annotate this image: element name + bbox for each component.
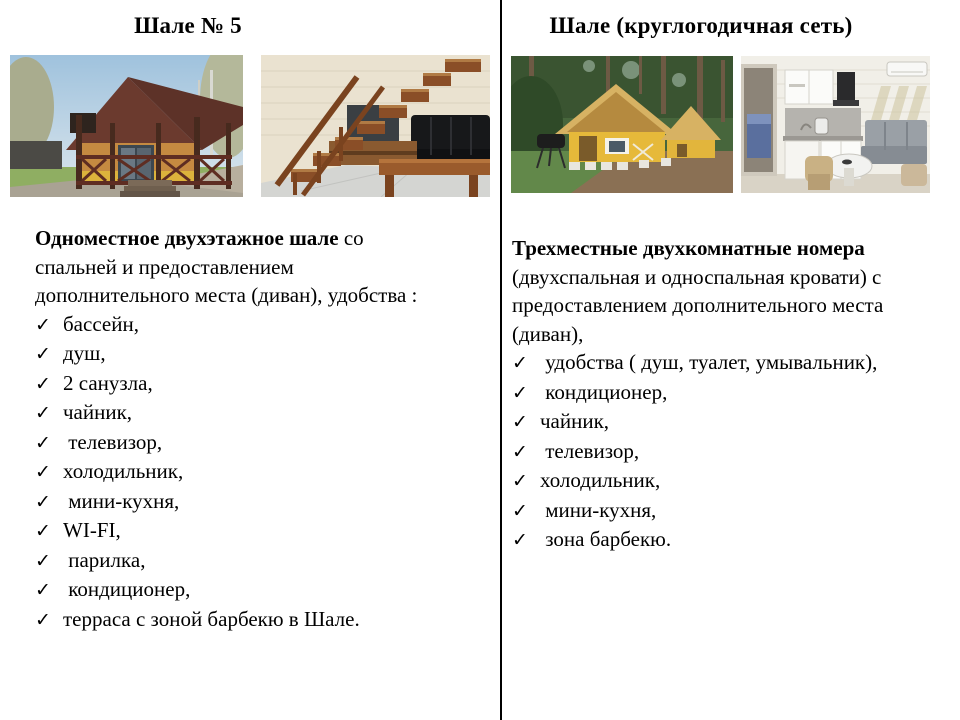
checkmark-icon: ✓ xyxy=(35,431,51,454)
list-item-label: мини-кухня, xyxy=(63,488,180,513)
list-item-label: удобства ( душ, туалет, умывальник), xyxy=(540,350,878,374)
right-description-rest: (двухспальная и односпальная кровати) с предоставлением дополнительного места (диван), xyxy=(512,236,889,346)
list-item xyxy=(512,525,956,555)
list-item xyxy=(35,398,439,428)
left-amenities-list xyxy=(35,310,439,635)
checkmark-icon: ✓ xyxy=(35,343,51,365)
right-description xyxy=(512,234,956,348)
chalet-interior-staircase-photo xyxy=(261,55,490,197)
list-item xyxy=(35,339,439,369)
right-description-block xyxy=(512,234,956,555)
list-item-label: бассейн, xyxy=(63,311,139,336)
list-item-label: чайник, xyxy=(540,409,610,433)
chalet-kitchen-lounge-photo xyxy=(741,56,930,193)
list-item-label: зона барбекю. xyxy=(540,527,672,551)
list-item xyxy=(512,466,956,496)
checkmark-icon: ✓ xyxy=(35,402,51,424)
checkmark-icon: ✓ xyxy=(512,411,528,433)
left-column-title: Шале № 5 xyxy=(134,13,242,38)
list-item-label: телевизор, xyxy=(63,429,163,454)
list-item xyxy=(35,605,439,635)
chalet-interior-illustration xyxy=(261,55,490,197)
checkmark-icon: ✓ xyxy=(35,490,51,513)
forest-chalets-illustration xyxy=(511,56,733,193)
list-item xyxy=(35,428,439,458)
list-item-label: кондиционер, xyxy=(540,379,668,404)
list-item xyxy=(35,516,439,546)
chalet-exterior-photo xyxy=(10,55,243,197)
list-item xyxy=(512,437,956,467)
left-description-rest: со спальней и предоставлением дополнительного места (диван), удобства : xyxy=(35,226,418,307)
list-item xyxy=(512,348,956,378)
list-item-label: холодильник, xyxy=(63,459,184,483)
list-item xyxy=(35,546,439,576)
checkmark-icon: ✓ xyxy=(512,352,528,374)
list-item xyxy=(512,378,956,408)
checkmark-icon: ✓ xyxy=(512,499,528,522)
right-column-title: Шале (круглогодичная сеть) xyxy=(549,13,853,38)
checkmark-icon: ✓ xyxy=(35,520,51,542)
kitchen-lounge-illustration xyxy=(741,56,930,193)
checkmark-icon: ✓ xyxy=(512,470,528,492)
list-item-label: терраса с зоной барбекю в Шале. xyxy=(63,606,360,631)
list-item xyxy=(35,487,439,517)
right-amenities-list xyxy=(512,348,956,555)
list-item-label: чайник, xyxy=(63,400,133,424)
left-description xyxy=(35,224,439,310)
list-item-label: телевизор, xyxy=(540,438,640,463)
right-description-bold: Трехместные двухкомнатные номера xyxy=(512,236,865,260)
left-description-bold: Одноместное двухэтажное шале xyxy=(35,226,339,250)
checkmark-icon: ✓ xyxy=(35,461,51,483)
list-item xyxy=(35,575,439,605)
list-item-label: 2 санузла, xyxy=(63,370,153,395)
list-item xyxy=(35,310,439,340)
checkmark-icon: ✓ xyxy=(35,313,51,336)
list-item-label: холодильник, xyxy=(540,468,661,492)
checkmark-icon: ✓ xyxy=(35,608,51,631)
left-description-block xyxy=(35,224,439,634)
list-item xyxy=(512,407,956,437)
column-divider xyxy=(500,0,502,720)
list-item-label: мини-кухня, xyxy=(540,497,657,522)
year-round-chalets-photo xyxy=(511,56,733,193)
list-item-label: парилка, xyxy=(63,547,146,572)
checkmark-icon: ✓ xyxy=(35,579,51,601)
checkmark-icon: ✓ xyxy=(512,529,528,551)
chalet-exterior-illustration xyxy=(10,55,243,197)
checkmark-icon: ✓ xyxy=(512,381,528,404)
checkmark-icon: ✓ xyxy=(35,372,51,395)
list-item xyxy=(512,496,956,526)
list-item xyxy=(35,457,439,487)
checkmark-icon: ✓ xyxy=(35,549,51,572)
list-item-label: душ, xyxy=(63,341,106,365)
checkmark-icon: ✓ xyxy=(512,440,528,463)
list-item xyxy=(35,369,439,399)
list-item-label: кондиционер, xyxy=(63,577,191,601)
list-item-label: WI-FI, xyxy=(63,518,121,542)
